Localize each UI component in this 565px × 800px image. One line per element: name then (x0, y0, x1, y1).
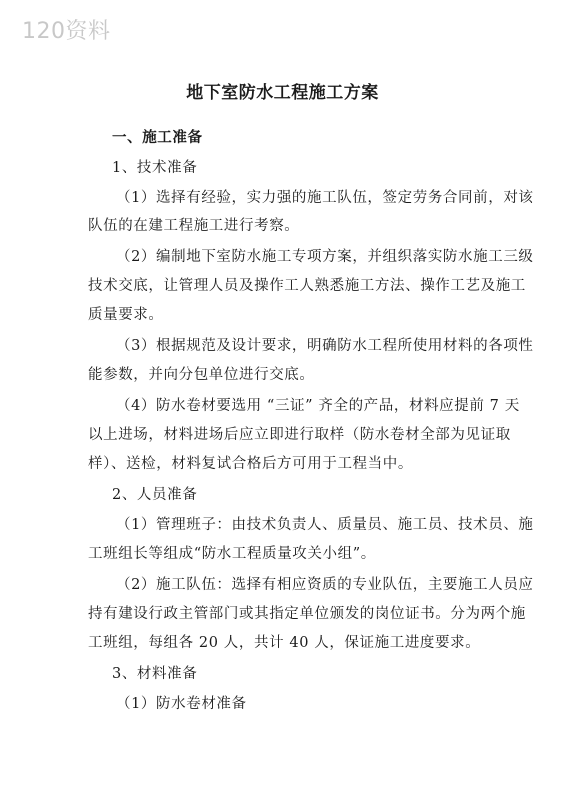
paragraph-line: （2）施工队伍：选择有相应资质的专业队伍，主要施工人员应 (116, 577, 534, 593)
paragraph-line: 样）、送检，材料复试合格后方可用于工程当中。 (88, 456, 413, 472)
subheading-materials: 3、材料准备 (112, 666, 198, 682)
subheading-technical: 1、技术准备 (112, 160, 198, 176)
paragraph-line: 队伍的在建工程施工进行考察。 (88, 218, 300, 234)
paragraph-line: 工班组，每组各 20 人，共计 40 人，保证施工进度要求。 (88, 635, 481, 651)
paragraph-line: （4）防水卷材要选用 “三证” 齐全的产品，材料应提前 7 天 (116, 398, 520, 414)
paragraph-line: 以上进场，材料进场后应立即进行取样（防水卷材全部为见证取 (88, 427, 511, 443)
paragraph-line: 质量要求。 (88, 307, 164, 323)
section-heading: 一、施工准备 (112, 129, 203, 146)
subheading-personnel: 2、人员准备 (112, 487, 198, 503)
paragraph-line: 能参数，并向分包单位进行交底。 (88, 367, 315, 383)
paragraph-line: （1）管理班子：由技术负责人、质量员、施工员、技术员、施 (116, 517, 534, 533)
paragraph-line: （1）选择有经验，实力强的施工队伍，签定劳务合同前，对该 (116, 190, 534, 206)
paragraph-line: （2）编制地下室防水施工专项方案，并组织落实防水施工三级 (116, 249, 534, 265)
watermark: 120资料 (22, 19, 111, 44)
paragraph-line: （1）防水卷材准备 (116, 696, 247, 712)
paragraph-line: 工班组长等组成“防水工程质量攻关小组”。 (88, 546, 376, 562)
document-title: 地下室防水工程施工方案 (186, 83, 379, 103)
paragraph-line: （3）根据规范及设计要求，明确防水工程所使用材料的各项性 (116, 338, 534, 354)
paragraph-line: 持有建设行政主管部门或其指定单位颁发的岗位证书。分为两个施 (88, 606, 526, 622)
paragraph-line: 技术交底，让管理人员及操作工人熟悉施工方法、操作工艺及施工 (88, 278, 526, 294)
